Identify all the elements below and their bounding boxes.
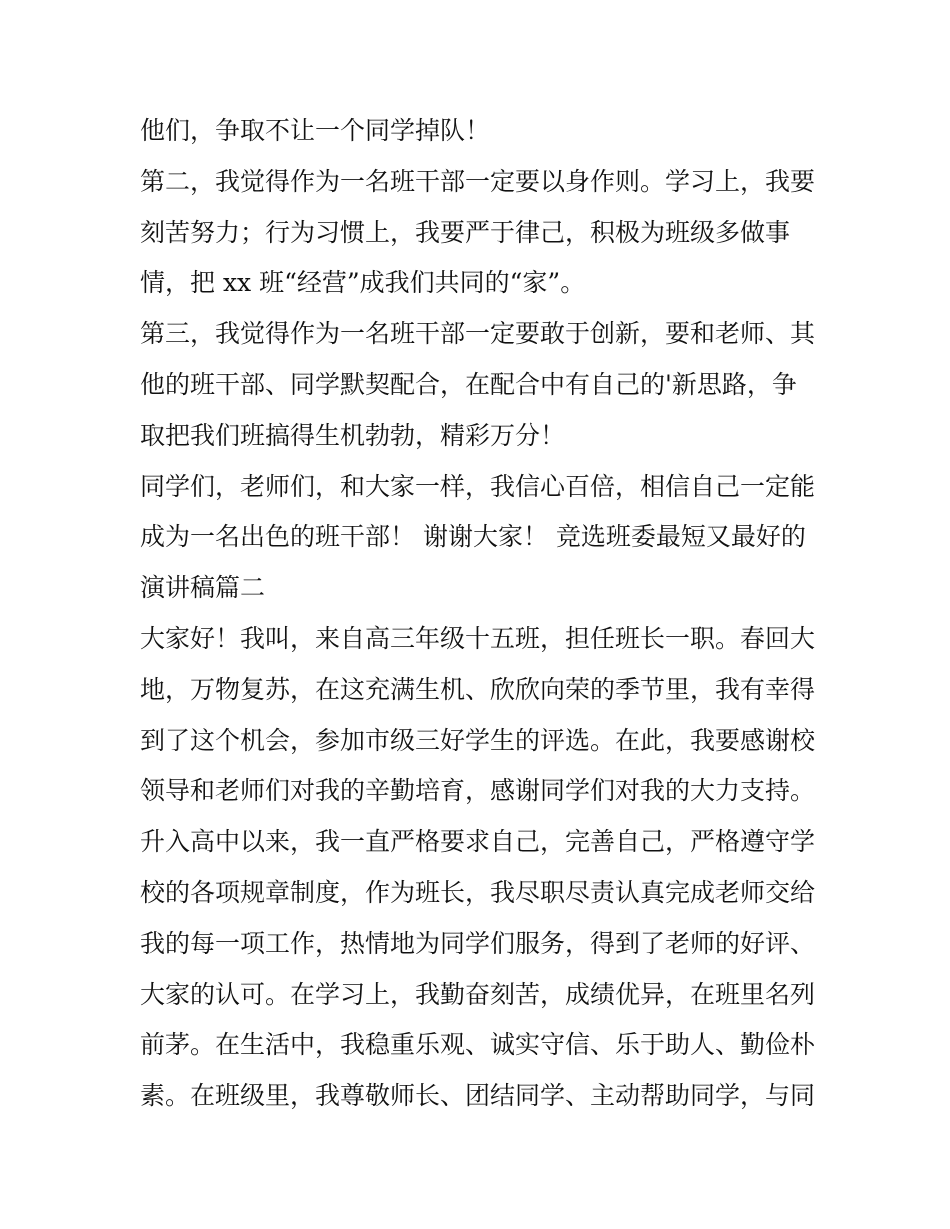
text-line: 他的班干部、同学默契配合，在配合中有自己的'新思路，争 xyxy=(140,369,797,399)
text-line: 他们，争取不让一个同学掉队！ xyxy=(140,116,491,145)
text-line: 素。在班级里，我尊敬师长、团结同学、主动帮助同学，与同 xyxy=(140,1081,816,1111)
text-line: 到了这个机会，参加市级三好学生的评选。在此，我要感谢校 xyxy=(140,725,816,755)
text-line: 刻苦努力；行为习惯上，我要严于律己，积极为班级多做事 xyxy=(140,217,791,247)
text-line: 同学们，老师们，和大家一样，我信心百倍，相信自己一定能 xyxy=(140,471,816,501)
text-line: 地，万物复苏，在这充满生机、欣欣向荣的季节里，我有幸得 xyxy=(140,674,816,704)
text-line: 大家好！我叫，来自高三年级十五班，担任班长一职。春回大 xyxy=(140,623,816,653)
text-line: 成为一名出色的班干部！ 谢谢大家！ 竞选班委最短又最好的 xyxy=(140,522,806,552)
text-line: 大家的认可。在学习上，我勤奋刻苦，成绩优异，在班里名列 xyxy=(140,979,816,1009)
section-heading: 演讲稿篇二 xyxy=(140,573,266,603)
text-line: 取把我们班搞得生机勃勃，精彩万分！ xyxy=(140,420,566,450)
text-line: 前茅。在生活中，我稳重乐观、诚实守信、乐于助人、勤俭朴 xyxy=(140,1030,816,1060)
text-line: 我的每一项工作，热情地为同学们服务，得到了老师的好评、 xyxy=(140,928,816,958)
body-text xyxy=(140,106,820,1122)
text-line: 领导和老师们对我的辛勤培育，感谢同学们对我的大力支持。 xyxy=(140,776,816,806)
text-line: 第三，我觉得作为一名班干部一定要敢于创新，要和老师、其 xyxy=(140,319,816,349)
text-line: 校的各项规章制度，作为班长，我尽职尽责认真完成老师交给 xyxy=(140,877,816,907)
text-line: 情，把 xx 班“经营”成我们共同的“家”。 xyxy=(140,268,586,298)
text-line: 第二，我觉得作为一名班干部一定要以身作则。学习上，我要 xyxy=(140,166,816,196)
text-line: 升入高中以来，我一直严格要求自己，完善自己，严格遵守学 xyxy=(140,827,816,857)
